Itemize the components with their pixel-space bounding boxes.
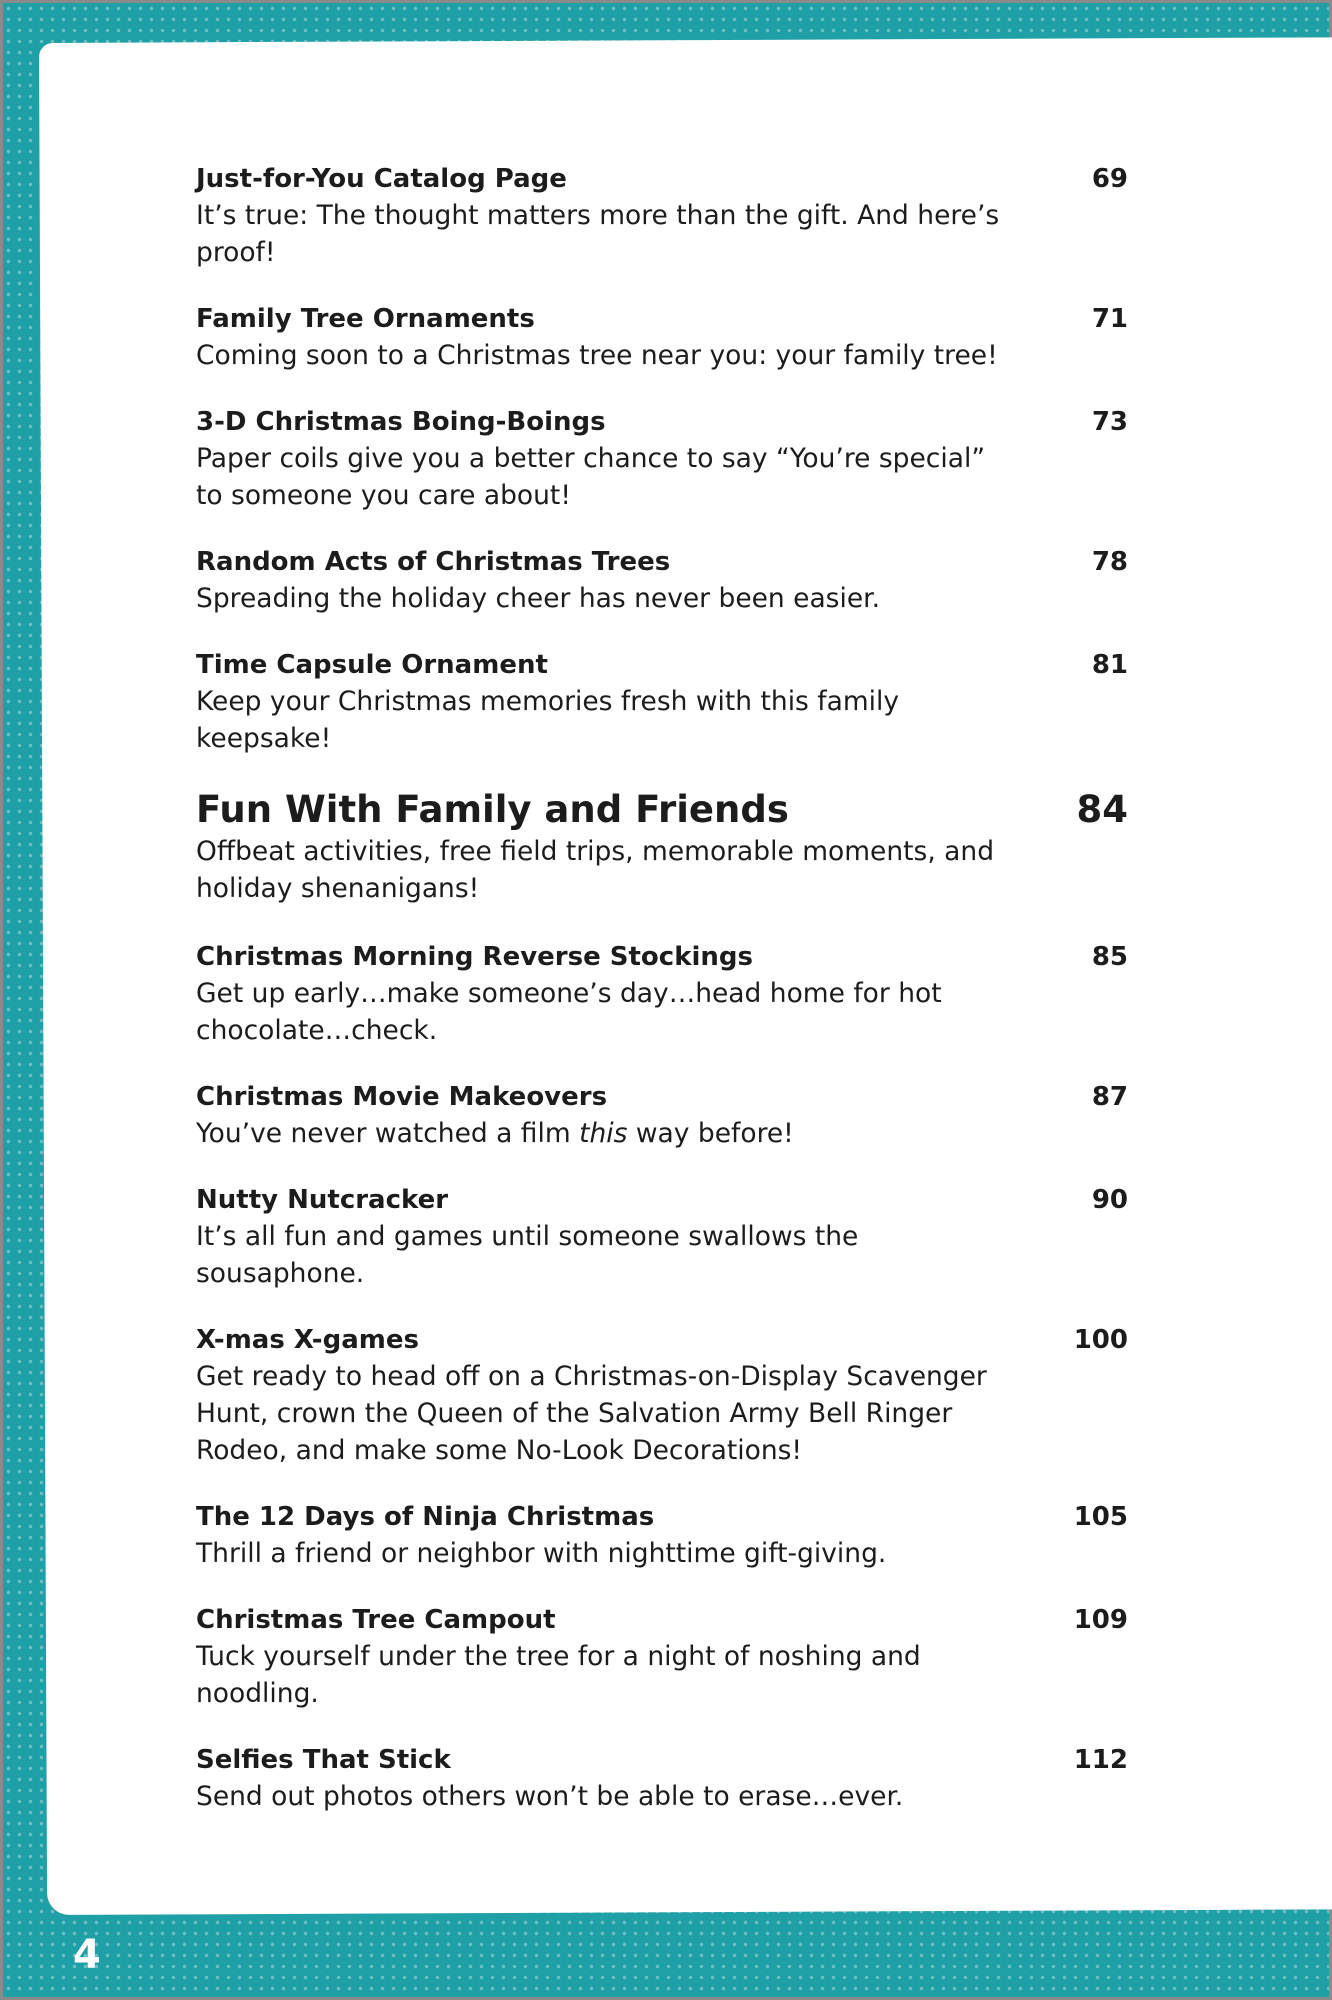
toc-entry-nutty-nutcracker	[196, 1182, 1128, 1292]
page-number: 4	[73, 1932, 101, 1978]
toc-entry-time-capsule	[196, 647, 1128, 757]
toc-section-fun-with-family	[196, 787, 1128, 907]
entry-description: Paper coils give you a better chance to say “You’re special” to someone you care about!	[196, 443, 986, 511]
entry-page-number: 87	[1091, 1082, 1128, 1112]
entry-title: Family Tree Ornaments	[196, 304, 535, 334]
entry-description	[196, 1115, 1128, 1152]
entry-description: Tuck yourself under the tree for a night of noshing and noodling.	[196, 1641, 921, 1709]
entry-title: Selfies That Stick	[196, 1745, 451, 1775]
entry-title: 3-D Christmas Boing-Boings	[196, 407, 606, 437]
entry-page-number: 112	[1073, 1745, 1128, 1775]
entry-page-number: 100	[1073, 1325, 1128, 1355]
entry-title: The 12 Days of Ninja Christmas	[196, 1502, 655, 1532]
entry-description: Spreading the holiday cheer has never been easier.	[196, 583, 881, 614]
entry-page-number: 85	[1091, 942, 1128, 972]
entry-description: Thrill a friend or neighbor with nighttime gift-giving.	[196, 1538, 887, 1569]
entry-title: X-mas X-games	[196, 1325, 419, 1355]
desc-emphasis: this	[579, 1118, 628, 1149]
entry-title: Christmas Morning Reverse Stockings	[196, 942, 753, 972]
toc-entry-reverse-stockings	[196, 939, 1128, 1049]
toc-entry-movie-makeovers	[196, 1079, 1128, 1152]
entry-page-number: 69	[1091, 164, 1128, 194]
entry-description: Get ready to head off on a Christmas-on-Display Scavenger Hunt, crown the Queen of the Salvation Army Bell Ringer Rodeo, and make some No-Look Decorations!	[196, 1361, 987, 1466]
entry-title: Time Capsule Ornament	[196, 650, 548, 680]
section-page-number: 84	[1076, 788, 1128, 831]
entry-title: Just-for-You Catalog Page	[196, 164, 567, 194]
desc-part: You’ve never watched a film	[196, 1118, 580, 1149]
section-description: Offbeat activities, free field trips, memorable moments, and holiday shenanigans!	[196, 836, 995, 904]
toc-entry-xmas-xgames	[196, 1322, 1128, 1469]
toc-entry-family-tree-ornaments	[196, 301, 1128, 374]
entry-page-number: 105	[1073, 1502, 1128, 1532]
entry-title: Christmas Movie Makeovers	[196, 1082, 608, 1112]
table-of-contents	[196, 161, 1128, 1845]
desc-part: way before!	[627, 1118, 794, 1149]
entry-page-number: 71	[1091, 304, 1128, 334]
entry-description: Send out photos others won’t be able to erase…ever.	[196, 1781, 904, 1812]
toc-entry-tree-campout	[196, 1602, 1128, 1712]
entry-title: Nutty Nutcracker	[196, 1185, 449, 1215]
toc-entry-selfies	[196, 1742, 1128, 1815]
entry-page-number: 109	[1073, 1605, 1128, 1635]
toc-entry-random-acts	[196, 544, 1128, 617]
section-title: Fun With Family and Friends	[196, 788, 789, 831]
entry-title: Christmas Tree Campout	[196, 1605, 556, 1635]
entry-description: Keep your Christmas memories fresh with this family keepsake!	[196, 686, 900, 754]
toc-entry-catalog-page	[196, 161, 1128, 271]
entry-page-number: 78	[1091, 547, 1128, 577]
entry-title: Random Acts of Christmas Trees	[196, 547, 671, 577]
entry-page-number: 90	[1091, 1185, 1128, 1215]
toc-entry-ninja-christmas	[196, 1499, 1128, 1572]
toc-entry-boing-boings	[196, 404, 1128, 514]
entry-description: It’s all fun and games until someone swallows the sousaphone.	[196, 1221, 859, 1289]
entry-description: It’s true: The thought matters more than the gift. And here’s proof!	[196, 200, 1000, 268]
entry-page-number: 81	[1091, 650, 1128, 680]
entry-description: Get up early…make someone’s day…head home for hot chocolate…check.	[196, 978, 942, 1046]
entry-description: Coming soon to a Christmas tree near you: your family tree!	[196, 340, 998, 371]
entry-page-number: 73	[1091, 407, 1128, 437]
